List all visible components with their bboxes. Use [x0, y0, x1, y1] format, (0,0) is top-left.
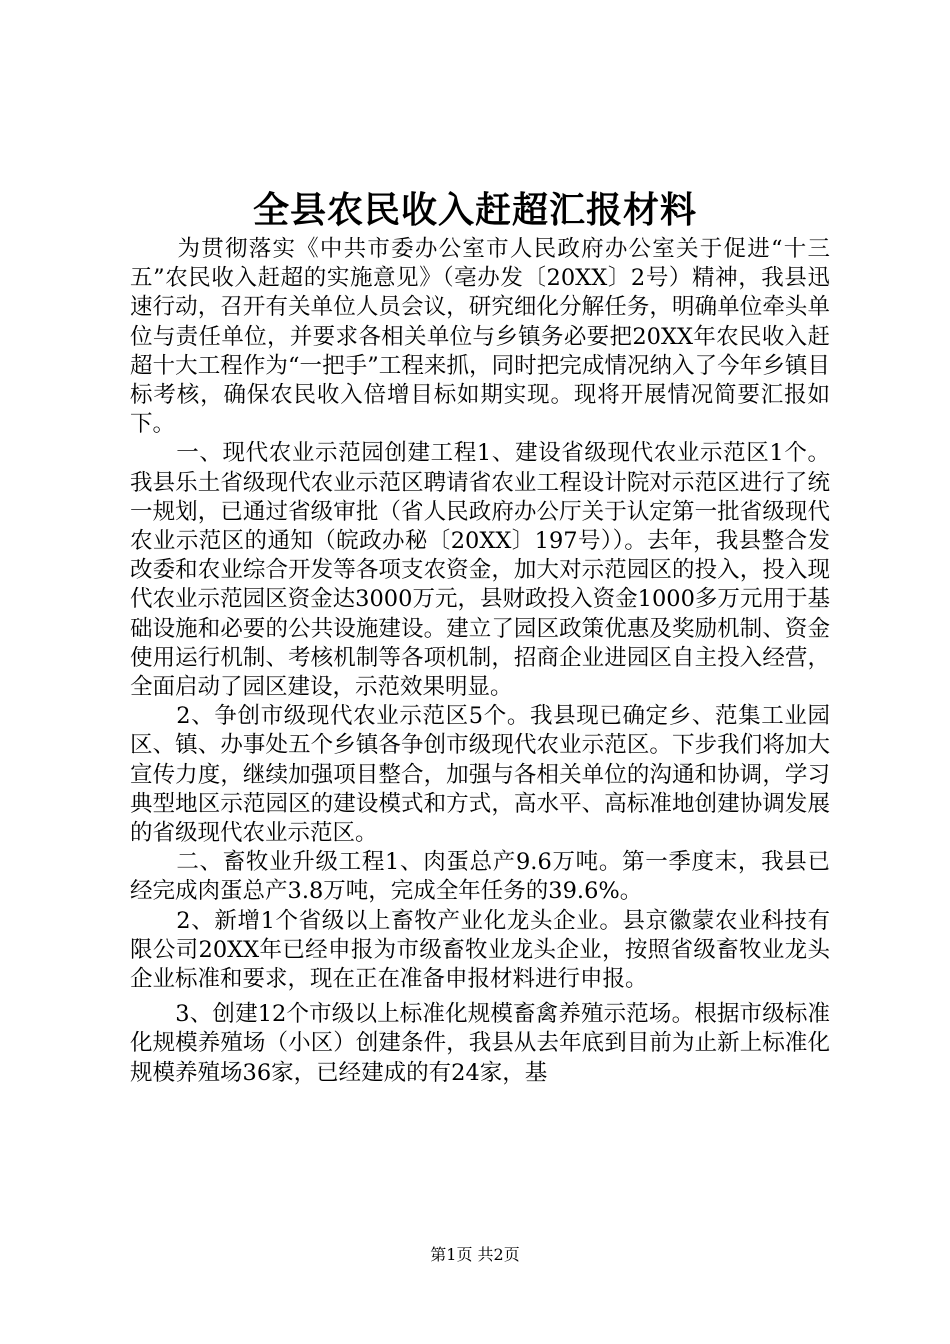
- paragraph-section-1-item-2: 2、争创市级现代农业示范区5个。我县现已确定乡、范集工业园区、镇、办事处五个乡镇各争创市级现代农业示范区。下步我们将加大宣传力度，继续加强项目整合，加强与各相关单位的沟通和协调，学习典型地区示范园区的建设模式和方式，高水平、高标准地创建协调发展的省级现代农业示范区。: [130, 703, 830, 847]
- paragraph-section-2-item-3: 3、创建12个市级以上标准化规模畜禽养殖示范场。根据市级标准化规模养殖场（小区）创建条件，我县从去年底到目前为止新上标准化规模养殖场36家，已经建成的有24家，基: [130, 1001, 830, 1086]
- page-footer: 第1页 共2页: [430, 1245, 520, 1264]
- paragraph-section-2-item-2: 2、新增1个省级以上畜牧产业化龙头企业。县京徽蒙农业科技有限公司20XX年已经申报为市级畜牧业龙头企业，按照省级畜牧业龙头企业标准和要求，现在正在准备申报材料进行申报。: [130, 907, 830, 993]
- paragraph-section-1: 一、现代农业示范园创建工程1、建设省级现代农业示范区1个。我县乐土省级现代农业示范区聘请省农业工程设计院对示范区进行了统一规划，已通过省级审批（省人民政府办公厅关于认定第一批省级现代农业示范区的通知（皖政办秘〔20XX〕197号））。去年，我县整合发改委和农业综合开发等各项支农资金，加大对示范园区的投入，投入现代农业示范园区资金达3000万元，县财政投入资金1000多万元用于基础设施和必要的公共设施建设。建立了园区政策优惠及奖励机制、资金使用运行机制、考核机制等各项机制，招商企业进园区自主投入经营，全面启动了园区建设，示范效果明显。: [130, 440, 830, 701]
- paragraph-section-2: 二、畜牧业升级工程1、肉蛋总产9.6万吨。第一季度末，我县已经完成肉蛋总产3.8万吨，完成全年任务的39.6%。: [130, 849, 830, 905]
- document-title: 全县农民收入赶超汇报材料: [252, 189, 697, 231]
- paragraph-intro: 为贯彻落实《中共市委办公室市人民政府办公室关于促进“十三五”农民收入赶超的实施意见》（亳办发〔20XX〕2号）精神，我县迅速行动，召开有关单位人员会议，研究细化分解任务，明确单位牵头单位与责任单位，并要求各相关单位与乡镇务必要把20XX年农民收入赶超十大工程作为“一把手”工程来抓，同时把完成情况纳入了今年乡镇目标考核，确保农民收入倍增目标如期实现。现将开展情况简要汇报如下。: [130, 236, 830, 438]
- document-body: [130, 235, 830, 1088]
